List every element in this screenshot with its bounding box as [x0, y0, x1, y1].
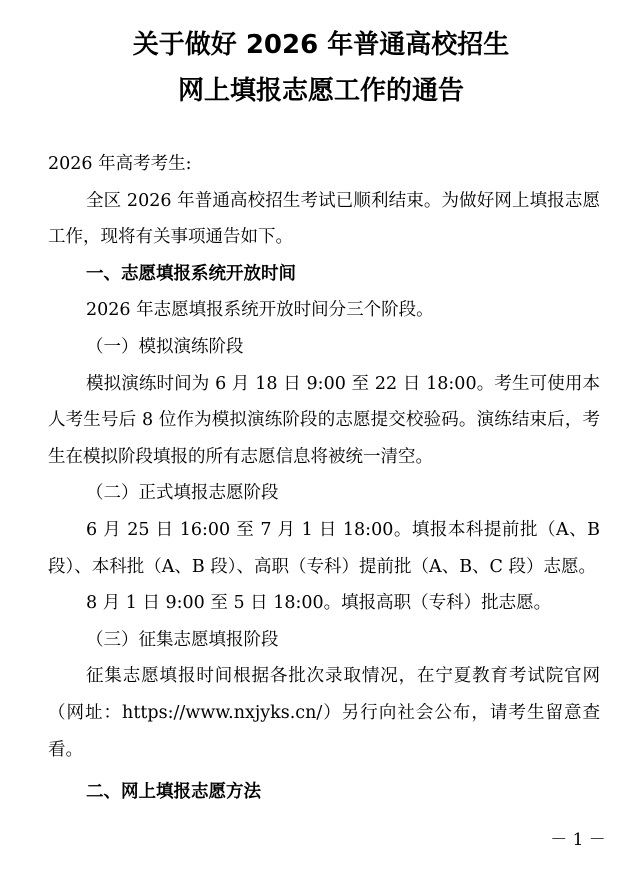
- section-1-heading: 一、志愿填报系统开放时间: [86, 263, 296, 284]
- intro-paragraph: 全区 2026 年普通高校招生考试已顺利结束。为做好网上填报志愿工作，现将有关事项通告如下。: [48, 190, 600, 248]
- stage-1-heading: （一）模拟演练阶段: [86, 336, 244, 357]
- stage-2-paragraph-1: 6 月 25 日 16:00 至 7 月 1 日 18:00。填报本科提前批（A、B 段）、本科批（A、B 段）、高职（专科）提前批（A、B、C 段）志愿。: [48, 519, 600, 577]
- salutation: 2026 年高考考生:: [48, 154, 192, 174]
- stage-3-paragraph: 征集志愿填报时间根据各批次录取情况，在宁夏教育考试院官网（网址：https://www.nxjyks.cn/）另行向社会公布，请考生留意查看。: [48, 666, 600, 760]
- section-1-intro: 2026 年志愿填报系统开放时间分三个阶段。: [86, 300, 434, 321]
- stage-1-paragraph: 模拟演练时间为 6 月 18 日 9:00 至 22 日 18:00。考生可使用本人考生号后 8 位作为模拟演练阶段的志愿提交校验码。演练结束后，考生在模拟阶段填报的所有志愿信息将被统一清空。: [48, 373, 600, 467]
- document-body: [48, 146, 600, 811]
- stage-2-paragraph-2: 8 月 1 日 9:00 至 5 日 18:00。填报高职（专科）批志愿。: [86, 593, 552, 614]
- document-title-line-1: 关于做好 2026 年普通高校招生: [132, 30, 510, 60]
- stage-2-heading: （二）正式填报志愿阶段: [86, 483, 279, 504]
- document-title-line-2: 网上填报志愿工作的通告: [177, 76, 464, 106]
- stage-3-heading: （三）征集志愿填报阶段: [86, 629, 279, 650]
- section-2-heading: 二、网上填报志愿方法: [86, 782, 261, 803]
- page-number: － 1 －: [550, 830, 606, 850]
